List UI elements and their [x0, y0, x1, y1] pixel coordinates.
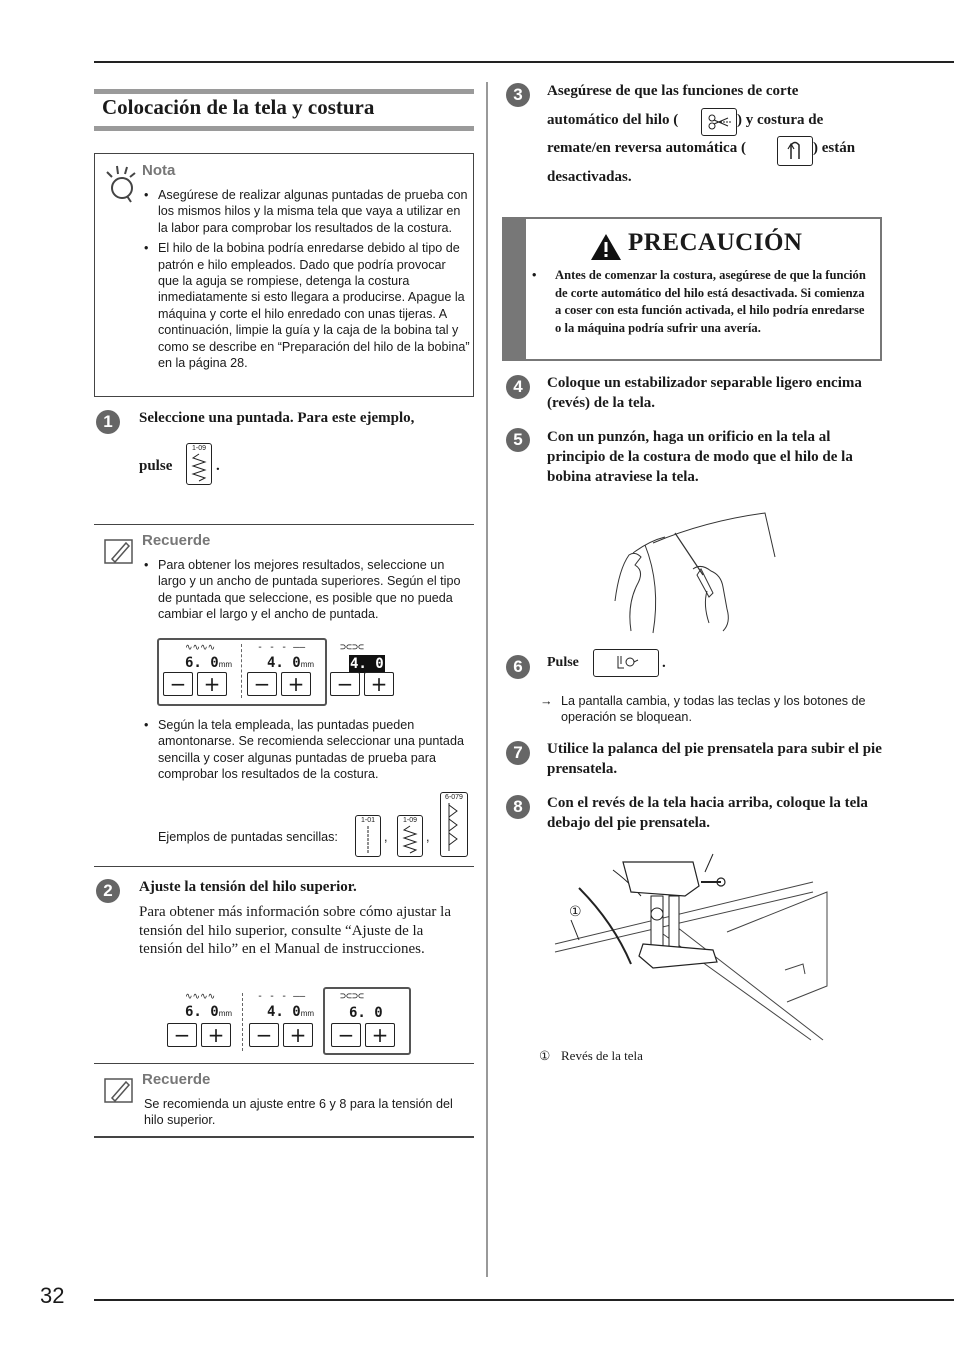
width-minus-button[interactable]: −	[167, 1023, 197, 1047]
stitch-length-value: 4. 0	[267, 655, 301, 671]
caution-box	[502, 217, 882, 361]
thread-tension-icon: ⊃⊂⊃⊂	[340, 642, 365, 653]
step7-text: Utilice la palanca del pie prensatela para subir el pie prensatela.	[547, 741, 882, 777]
recuerde-text: Se recomienda un ajuste entre 6 y 8 para la tensión del hilo superior.	[144, 1097, 453, 1128]
step3-line2a: automático del hilo (	[547, 112, 679, 128]
step-number: 8	[506, 795, 530, 819]
warning-triangle-icon	[590, 233, 622, 261]
divider	[94, 1063, 474, 1064]
width-plus-button[interactable]: +	[197, 672, 227, 696]
lock-key[interactable]	[593, 649, 659, 677]
step6-period: .	[662, 655, 666, 671]
divider	[94, 866, 474, 867]
step3-line3a: remate/en reversa automática (	[547, 140, 746, 156]
column-separator	[486, 82, 488, 1277]
recuerde-list-2	[142, 717, 472, 787]
reverse-stitch-icon	[778, 137, 812, 165]
step3-line4: desactivadas.	[547, 169, 632, 185]
memo-pencil-icon	[104, 537, 134, 565]
step2-title: Ajuste la tensión del hilo superior.	[139, 879, 357, 895]
stitch-width-value: 6. 0	[185, 655, 219, 671]
length-minus-button[interactable]: −	[249, 1023, 279, 1047]
step6-pulse: Pulse	[547, 655, 579, 670]
recuerde-list	[142, 557, 472, 627]
recuerde-item: • Para obtener los mejores resultados, seleccione un largo y un ancho de puntada superiores. Según el tipo de puntada que seleccione, es posible que no pueda cambiar el largo y el ancho de puntada.	[142, 557, 472, 623]
stitch-length-icon: - - - ——	[257, 991, 306, 1002]
stitch-width-icon: ∿∿∿∿	[185, 643, 216, 653]
step-number: 3	[506, 83, 530, 107]
section-title: Colocación de la tela y costura	[102, 95, 375, 119]
separator-comma: ,	[426, 830, 430, 844]
step1-period: .	[216, 458, 220, 474]
stitch-width-value: 6. 0	[185, 1004, 219, 1020]
thread-tension-icon: ⊃⊂⊃⊂	[340, 991, 365, 1002]
step5-text: Con un punzón, haga un orificio en la tela al principio de la costura de modo que el hilo de la bobina atraviese la tela.	[547, 429, 853, 485]
step-number: 4	[506, 375, 530, 399]
callout-label: Revés de la tela	[561, 1048, 643, 1063]
separator-comma: ,	[384, 830, 388, 844]
recuerde-item: • Según la tela empleada, las puntadas pueden amontonarse. Se recomienda seleccionar una puntada sencilla y coser algunas puntadas de prueba para comprobar los resultados de la costura.	[142, 717, 472, 783]
step-number: 2	[96, 879, 120, 903]
examples-label: Ejemplos de puntadas sencillas:	[158, 830, 338, 844]
scissors-icon	[702, 109, 736, 135]
stitch-key-6-079[interactable]: 6-079	[440, 792, 468, 857]
presser-foot-illustration	[553, 852, 833, 1042]
step-number: 6	[506, 655, 530, 679]
stitch-settings-panel: ∿∿∿∿ 6. 0mm − + - - - —— 4. 0mm − + ⊃⊂⊃⊂ 6. 0 − +	[165, 987, 415, 1055]
caution-title: PRECAUCIÓN	[628, 229, 803, 256]
stitch-key-1-01[interactable]: 1-01	[355, 815, 381, 857]
section-title-block	[94, 89, 474, 131]
step-number: 7	[506, 741, 530, 765]
step-number: 1	[96, 410, 120, 434]
recuerde-header: Recuerde	[142, 1071, 211, 1088]
step3-line2b: ) y costura de	[737, 112, 824, 128]
step1-pulse: pulse	[139, 458, 173, 474]
presser-foot-lock-icon	[594, 650, 658, 676]
width-plus-button[interactable]: +	[201, 1023, 231, 1047]
step2-body: Para obtener más información sobre cómo ajustar la tensión del hilo superior, consulte “Ajuste de la tensión del hilo” en el Manual de instrucciones.	[139, 904, 451, 957]
stitch-key-1-09[interactable]: 1-09	[186, 443, 212, 485]
stitch-settings-panel: ∿∿∿∿ 6. 0mm − + - - - —— 4. 0mm − + ⊃⊂⊃⊂ 4. 0 − +	[157, 638, 407, 706]
length-plus-button[interactable]: +	[281, 672, 311, 696]
width-minus-button[interactable]: −	[163, 672, 193, 696]
length-minus-button[interactable]: −	[247, 672, 277, 696]
recuerde-header: Recuerde	[142, 532, 211, 549]
step3-line3b: ) están	[813, 140, 856, 156]
callout-marker: ①	[539, 1048, 551, 1063]
tension-plus-button[interactable]: +	[364, 672, 394, 696]
nota-item: • El hilo de la bobina podría enredarse debido al tipo de patrón e hilo empleados. Dado que podría provocar que la aguja se rompiese, detenga la costura inmediatamente si esto llegara a producirse. Apague la máquina y corte el hilo enredado con unas tijeras. A continuación, limpie la guía y la caja de la bobina tal y como se describe en “Preparación del hilo de la bobina” en la página 28.	[142, 240, 470, 371]
reverse-stitch-key[interactable]	[777, 136, 813, 166]
svg-text:①: ①	[569, 904, 582, 920]
stitch-key-1-09[interactable]: 1-09	[397, 815, 423, 857]
tension-minus-button[interactable]: −	[330, 672, 360, 696]
divider	[94, 1136, 474, 1138]
awl-fabric-illustration	[605, 505, 780, 640]
top-rule	[94, 61, 954, 63]
memo-pencil-icon	[104, 1076, 134, 1104]
thread-tension-value: 6. 0	[349, 1005, 383, 1021]
page-number: 32	[40, 1283, 65, 1308]
length-plus-button[interactable]: +	[283, 1023, 313, 1047]
nota-box	[94, 153, 474, 397]
result-arrow: →	[540, 694, 553, 708]
caution-text: Antes de comenzar la costura, asegúrese de que la función de corte automático del hilo está desactivada. Si comienza a coser con esta función activada, el hilo podría enredarse o la máquina podría sufrir una avería.	[555, 268, 866, 335]
thread-cutter-key[interactable]	[701, 108, 737, 136]
lightbulb-icon	[103, 164, 137, 204]
step4-text: Coloque un estabilizador separable ligero encima (revés) de la tela.	[547, 375, 862, 411]
nota-item: • Asegúrese de realizar algunas puntadas de prueba con los mismos hilos y la misma tela que vaya a utilizar en la labor para comprobar los resultados de la costura.	[142, 187, 470, 236]
stitch-length-value: 4. 0	[267, 1004, 301, 1020]
stitch-length-icon: - - - ——	[257, 642, 306, 653]
nota-header: Nota	[142, 162, 176, 179]
step1-text: Seleccione una puntada. Para este ejemplo,	[139, 410, 415, 426]
thread-tension-value: 4. 0	[350, 656, 384, 672]
tension-plus-button[interactable]: +	[365, 1023, 395, 1047]
step6-result: La pantalla cambia, y todas las teclas y los botones de operación se bloquean.	[561, 694, 866, 724]
bottom-rule	[94, 1299, 954, 1301]
nota-list	[142, 187, 470, 375]
stitch-width-icon: ∿∿∿∿	[185, 992, 216, 1002]
step-number: 5	[506, 428, 530, 452]
tension-minus-button[interactable]: −	[331, 1023, 361, 1047]
step8-text: Con el revés de la tela hacia arriba, coloque la tela debajo del pie prensatela.	[547, 795, 868, 831]
step3-line1: Asegúrese de que las funciones de corte	[547, 83, 799, 99]
divider	[94, 524, 474, 525]
caution-text-block: • Antes de comenzar la costura, asegúrese de que la función de corte automático del hilo está desactivada. Si comienza a coser con esta función activada, el hilo podría enredarse o la máquina podría sufrir una avería.	[532, 267, 872, 337]
